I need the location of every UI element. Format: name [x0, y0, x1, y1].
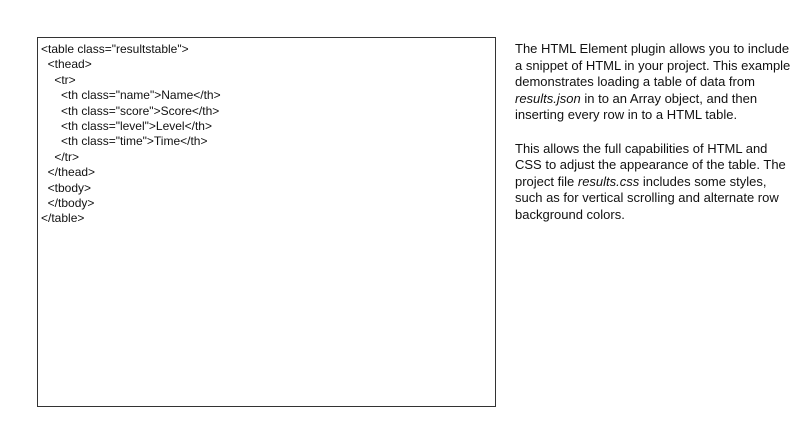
code-line: <tbody>	[41, 180, 92, 195]
code-line: </table>	[41, 211, 85, 226]
code-line: <th class="name">Name</th>	[41, 88, 221, 103]
description-text-segment: This allows the full capabilities of HTML and CSS to adjust the appearance of the table. The project file	[515, 140, 786, 189]
description-paragraph-2	[515, 141, 791, 224]
code-line: <thead>	[41, 57, 92, 72]
description-text	[515, 41, 791, 240]
description-text-segment: includes some styles, such as for vertical scrolling and alternate row background colors.	[515, 173, 779, 222]
code-line: </tbody>	[41, 196, 95, 211]
code-line: </thead>	[41, 165, 96, 180]
description-text-segment: in to an Array object, and then inserting every row in to a HTML table.	[515, 90, 758, 123]
filename-results-json: results.json	[515, 90, 581, 106]
code-line: <th class="level">Level</th>	[41, 119, 212, 134]
description-paragraph-1	[515, 41, 791, 124]
description-text-segment: The HTML Element plugin allows you to include a snippet of HTML in your project. This example demonstrates loading a table of data from	[515, 41, 791, 90]
code-line: <th class="time">Time</th>	[41, 134, 208, 149]
code-line: <th class="score">Score</th>	[41, 103, 220, 118]
code-line: <tr>	[41, 72, 76, 87]
html-code-textbox[interactable]	[37, 37, 496, 407]
filename-results-css: results.css	[577, 173, 640, 189]
code-line: </tr>	[41, 149, 80, 164]
code-line: <table class="resultstable">	[41, 42, 189, 56]
